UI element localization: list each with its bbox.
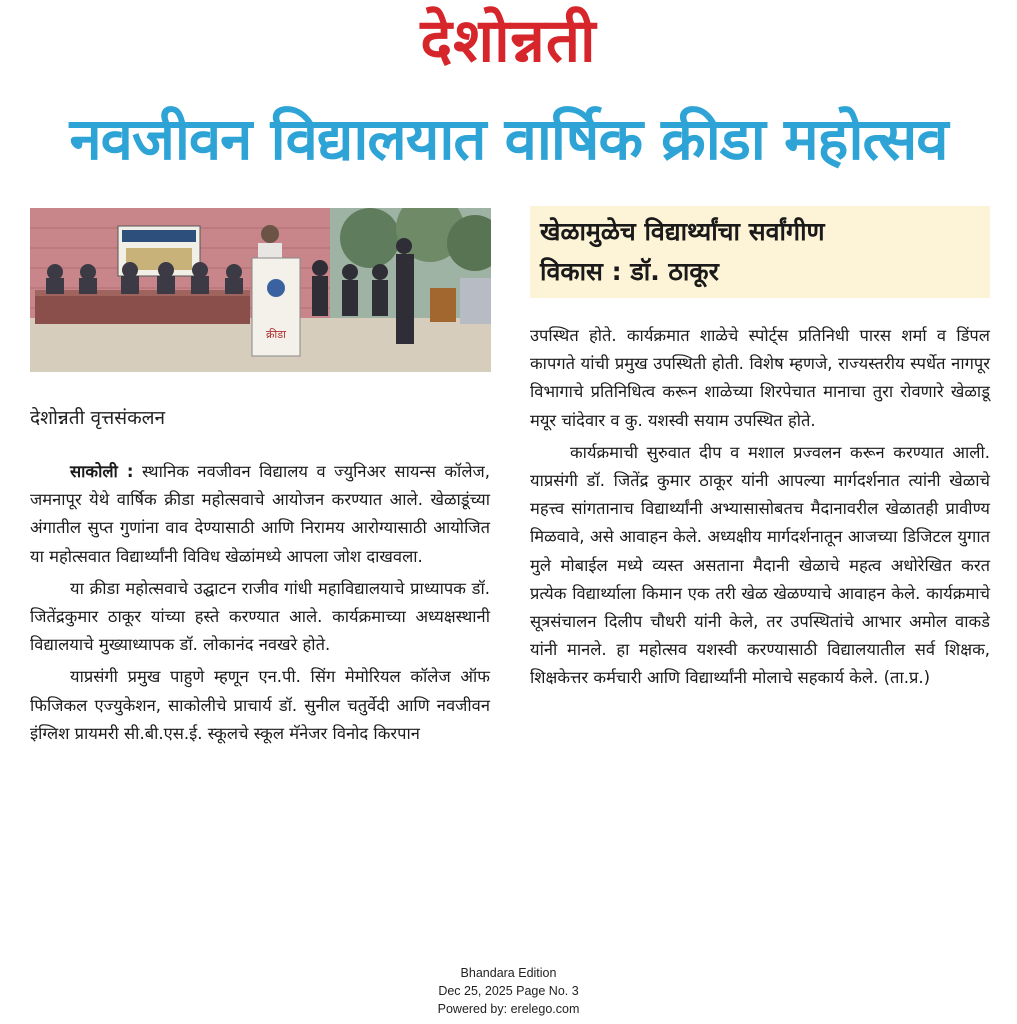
podium-banner-text: क्रीडा	[265, 328, 287, 341]
article-paragraph: कार्यक्रमाची सुरुवात दीप व मशाल प्रज्वलन करून करण्यात आली. याप्रसंगी डॉ. जितेंद्र कुमार ठाकूर यांनी आपल्या मार्गदर्शनात त्यांनी खेळाचे महत्त्व सांगतानाच विद्यार्थ्यांनी अभ्यासासोबतच मैदानावरील खेळातही प्रावीण्य मिळवावे, असे आवाहन केले. अध्यक्षीय मार्गदर्शनातून आजच्या डिजिटल युगात मुले मोबाईल मध्ये व्यस्त असताना मैदानी खेळाचे महत्व अधोरेखित करत प्रत्येक विद्यार्थ्याला किमान एक तरी खेळ खेळण्याचे आवाहन केले. कार्यक्रमाचे सूत्रसंचालन दिलीप चौधरी यांनी केले, तर उपस्थितांचे आभार अमोल वाकडे यांनी मानले. हा महोत्सव यशस्वी करण्यासाठी विद्यालयातील सर्व शिक्षक, शिक्षकेत्तर कर्मचारी आणि विद्यार्थ्यांनी मोलाचे सहकार्य केले. (ता.प्र.)	[530, 442, 990, 688]
article-paragraph: उपस्थित होते. कार्यक्रमात शाळेचे स्पोर्ट्स प्रतिनिधी पारस शर्मा व डिंपल कापगते यांची प्रमुख उपस्थिती होती. विशेष म्हणजे, राज्यस्तरीय स्पर्धेत नागपूर विभागाचे प्रतिनिधित्व करून शाळेच्या शिरपेचात मानाचा तुरा रोवणारे खेळाडू मयूर चांदेवार व कु. यशस्वी सयाम उपस्थित होते.	[530, 326, 990, 430]
headline: नवजीवन विद्यालयात वार्षिक क्रीडा महोत्सव	[69, 105, 948, 173]
footer-date-page: Dec 25, 2025 Page No. 3	[438, 984, 579, 998]
masthead-logo: देशोन्नती	[420, 6, 597, 76]
page-footer	[0, 964, 1017, 1018]
article-paragraph: साकोली : स्थानिक नवजीवन विद्यालय व ज्युनिअर सायन्स कॉलेज, जमनापूर येथे वार्षिक क्रीडा महोत्सवाचे आयोजन करण्यात आले. खेळाडूंच्या अंगातील सुप्त गुणांना वाव देण्यासाठी आणि निरामय आरोग्यासाठी आयोजित या महोत्सवात विद्यार्थ्यांनी विविध खेळांमध्ये आपला जोश दाखवला.	[30, 462, 490, 566]
article-paragraph: याप्रसंगी प्रमुख पाहुणे म्हणून एन.पी. सिंग मेमोरियल कॉलेज ऑफ फिजिकल एज्युकेशन, साकोलीचे प्राचार्य डॉ. सुनील चतुर्वेदी आणि नवजीवन इंग्लिश प्रायमरी सी.बी.एस.ई. स्कूलचे स्कूल मॅनेजर विनोद किरपान	[30, 667, 490, 743]
subheadline	[530, 206, 990, 298]
dateline: साकोली :	[70, 462, 134, 481]
subheadline-line-1: खेळामुळेच विद्यार्थ्यांचा सर्वांगीण	[540, 217, 825, 246]
article-paragraph: या क्रीडा महोत्सवाचे उद्घाटन राजीव गांधी महाविद्यालयाचे प्राध्यापक डॉ. जितेंद्रकुमार ठाकूर यांच्या हस्ते करण्यात आले. कार्यक्रमाच्या अध्यक्षस्थानी विद्यालयाचे मुख्याध्यापक डॉ. लोकानंद नवखरे होते.	[30, 578, 490, 655]
news-credit: देशोन्नती वृत्तसंकलन	[30, 407, 166, 429]
subheadline-line-2: विकास : डॉ. ठाकूर	[540, 257, 719, 286]
footer-edition: Bhandara Edition	[460, 966, 557, 980]
article-column-left	[30, 458, 490, 752]
event-photo	[30, 208, 491, 372]
article-column-right	[530, 322, 990, 697]
footer-powered-by: Powered by: erelego.com	[437, 1002, 580, 1016]
